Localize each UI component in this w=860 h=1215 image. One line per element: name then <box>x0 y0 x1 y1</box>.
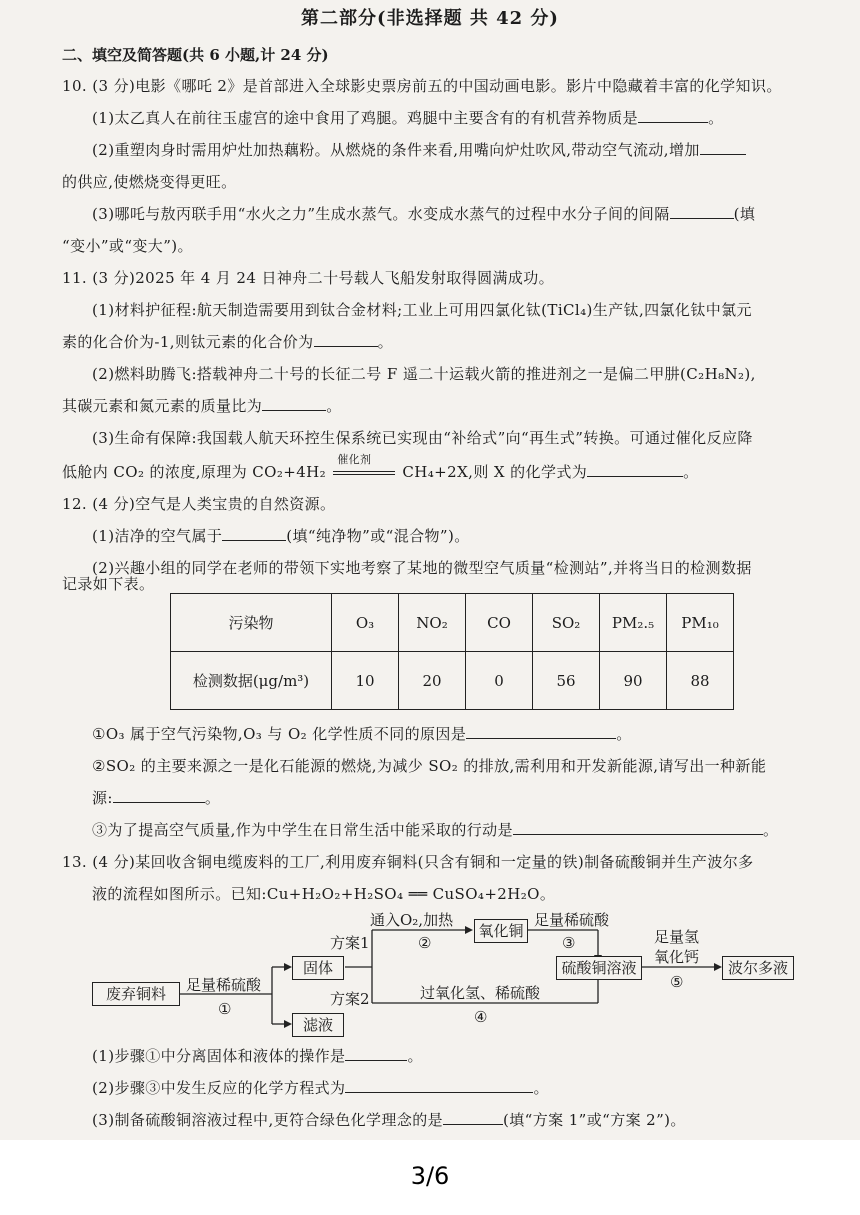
q13-stem: 13. (4 分)某回收含铜电缆废料的工厂,利用废弃铜料(只含有铜和一定量的铁)制备硫酸铜并生产波尔多 <box>62 853 754 871</box>
table-cell: 90 <box>600 652 667 710</box>
table-cell: PM₁₀ <box>667 594 734 652</box>
box-bordeaux: 波尔多液 <box>722 956 794 980</box>
step5-number: ⑤ <box>670 973 684 991</box>
q12-sub2-end: 。 <box>204 789 221 807</box>
q12-sub2-text: 源: <box>92 789 113 807</box>
answer-blank[interactable] <box>443 1110 503 1125</box>
box-waste-copper: 废弃铜料 <box>92 982 180 1006</box>
q13-part1-end: 。 <box>407 1047 423 1065</box>
step2-number: ② <box>418 934 432 952</box>
q11-part1: (1)材料护征程:航天制造需要用到钛合金材料;工业上可用四氯化钛(TiCl₄)生产钛,四氯化钛中氯元 <box>92 301 752 319</box>
q12-stem: 12. (4 分)空气是人类宝贵的自然资源。 <box>62 495 336 513</box>
q11-part3-end: 。 <box>683 463 699 481</box>
q10-part1-end: 。 <box>708 109 724 127</box>
q12-sub2: ②SO₂ 的主要来源之一是化石能源的燃烧,为减少 SO₂ 的排放,需利用和开发新能源,请写出一种新能 <box>92 757 767 775</box>
box-copper-oxide: 氧化铜 <box>474 919 528 943</box>
equation-rhs: CH₄+2X,则 X 的化学式为 <box>402 463 588 481</box>
table-cell: 88 <box>667 652 734 710</box>
q12-part2-cont: 记录如下表。 <box>62 575 155 593</box>
q13-part3-end: (填“方案 1”或“方案 2”)。 <box>503 1111 686 1129</box>
box-cuso4-solution: 硫酸铜溶液 <box>556 956 642 980</box>
step4-reagent: 过氧化氢、稀硫酸 <box>420 984 541 1002</box>
q11-part2: (2)燃料助腾飞:搭载神舟二十号的长征二号 F 遥二十运载火箭的推进剂之一是偏二甲肼(C₂H₈N₂), <box>92 365 756 383</box>
page-number: 3/6 <box>410 1162 450 1190</box>
q10-part2-cont: 的供应,使燃烧变得更旺。 <box>62 173 237 191</box>
page-title: 第二部分(非选择题 共 42 分) <box>301 8 559 29</box>
q12-part1-end: (填“纯净物”或“混合物”)。 <box>286 527 470 545</box>
table-cell: O₃ <box>332 594 399 652</box>
q12-sub1-text: ①O₃ 属于空气污染物,O₃ 与 O₂ 化学性质不同的原因是 <box>92 725 467 743</box>
table-header-cell: 检测数据(μg/m³) <box>171 652 332 710</box>
table-cell: 10 <box>332 652 399 710</box>
q10-stem: 10. (3 分)电影《哪吒 2》是首部进入全球影史票房前五的中国动画电影。影片中隐藏着丰富的化学知识。 <box>62 77 782 95</box>
box-solid: 固体 <box>292 956 344 980</box>
q13-part1 <box>92 1046 423 1066</box>
catalyst-label: 催化剂 <box>337 453 372 466</box>
q10-part1-text: (1)太乙真人在前往玉虚宫的途中食用了鸡腿。鸡腿中主要含有的有机营养物质是 <box>92 109 639 127</box>
step1-reagent: 足量稀硫酸 <box>186 976 262 994</box>
answer-blank[interactable] <box>345 1046 407 1061</box>
table-cell: NO₂ <box>399 594 466 652</box>
q10-part2-text: (2)重塑肉身时需用炉灶加热藕粉。从燃烧的条件来看,用嘴向炉灶吹风,带动空气流动,增加 <box>92 141 700 159</box>
q11-stem: 11. (3 分)2025 年 4 月 24 日神舟二十号载人飞船发射取得圆满成功。 <box>62 269 555 287</box>
plan2-label: 方案2 <box>330 990 370 1008</box>
step5-reagent-line2: 氧化钙 <box>654 948 700 966</box>
table-cell: SO₂ <box>533 594 600 652</box>
q10-part3-cont: “变小”或“变大”)。 <box>62 237 193 255</box>
q13-part1-text: (1)步骤①中分离固体和液体的操作是 <box>92 1047 346 1065</box>
table-cell: 56 <box>533 652 600 710</box>
table-header-cell: 污染物 <box>171 594 332 652</box>
q11-part1-end: 。 <box>377 333 393 351</box>
table-cell: PM₂.₅ <box>600 594 667 652</box>
section-heading: 二、填空及简答题(共 6 小题,计 24 分) <box>62 46 329 64</box>
q12-sub3-end: 。 <box>762 821 779 839</box>
q13-part2-end: 。 <box>533 1079 549 1097</box>
q10-part3-end: (填 <box>733 205 756 223</box>
q13-part2 <box>92 1078 549 1098</box>
q11-part1-text: 素的化合价为-1,则钛元素的化合价为 <box>62 333 314 351</box>
step3-reagent: 足量稀硫酸 <box>534 911 610 929</box>
q11-part2-end: 。 <box>326 397 342 415</box>
step3-number: ③ <box>562 934 576 952</box>
q11-part2-text: 其碳元素和氮元素的质量比为 <box>62 397 263 415</box>
step1-number: ① <box>218 1000 232 1018</box>
q13-part3 <box>92 1110 686 1130</box>
box-filtrate: 滤液 <box>292 1013 344 1037</box>
step2-reagent: 通入O₂,加热 <box>370 911 454 929</box>
q13-stem-cont: 液的流程如图所示。已知:Cu+H₂O₂+H₂SO₄ ══ CuSO₄+2H₂O。 <box>92 885 556 903</box>
q11-part3: (3)生命有保障:我国载人航天环控生保系统已实现由“补给式”向“再生式”转换。可通过催化反应降 <box>92 429 753 447</box>
step5-reagent-line1: 足量氢 <box>654 928 700 946</box>
plan1-label: 方案1 <box>330 934 370 952</box>
step4-number: ④ <box>474 1008 488 1026</box>
answer-blank[interactable] <box>345 1078 533 1093</box>
q13-part2-text: (2)步骤③中发生反应的化学方程式为 <box>92 1079 346 1097</box>
q12-part2: (2)兴趣小组的同学在老师的带领下实地考察了某地的微型空气质量“检测站”,并将当日的检测数据 <box>92 559 752 577</box>
q13-part3-text: (3)制备硫酸铜溶液过程中,更符合绿色化学理念的是 <box>92 1111 444 1129</box>
q12-part1-text: (1)洁净的空气属于 <box>92 527 223 545</box>
q10-part3-text: (3)哪吒与敖丙联手用“水火之力”生成水蒸气。水变成水蒸气的过程中水分子间的间隔 <box>92 205 670 223</box>
table-cell: 20 <box>399 652 466 710</box>
equation-lhs: 低舱内 CO₂ 的浓度,原理为 CO₂+4H₂ <box>62 463 327 481</box>
q12-sub3-text: ③为了提高空气质量,作为中学生在日常生活中能采取的行动是 <box>92 821 513 839</box>
q12-sub1-end: 。 <box>616 725 632 743</box>
table-cell: CO <box>466 594 533 652</box>
table-cell: 0 <box>466 652 533 710</box>
